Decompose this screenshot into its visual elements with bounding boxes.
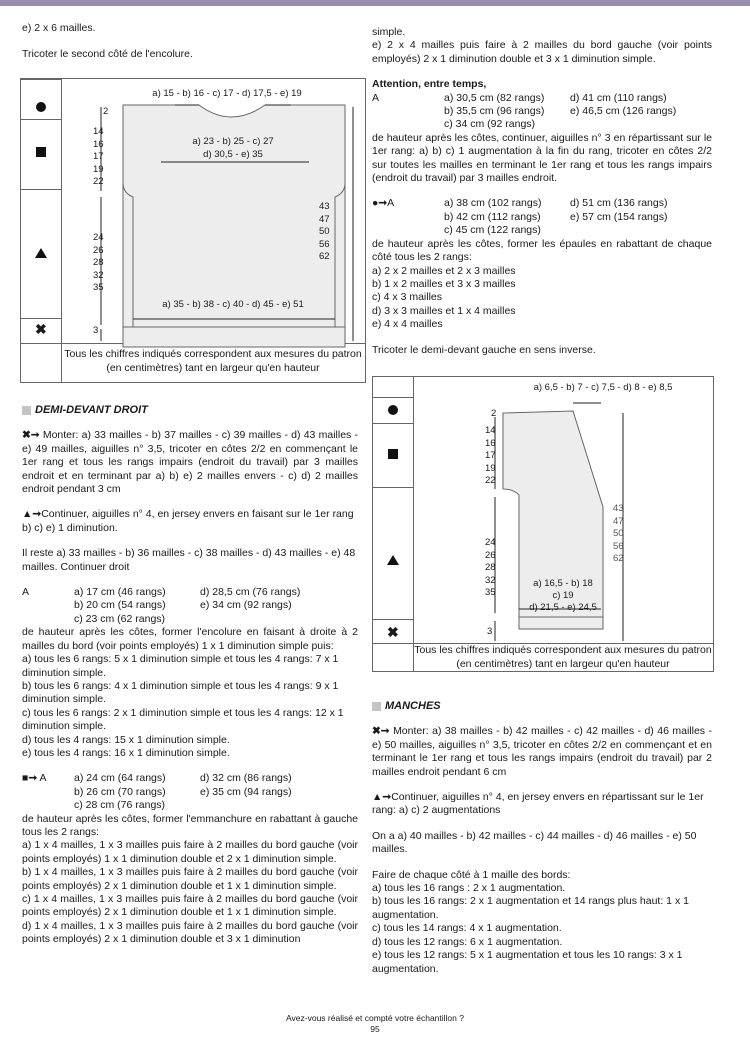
remaining-paragraph: Il reste a) 33 mailles - b) 36 mailles - c) 38 mailles - d) 43 mailles - e) 48 mailles. Continuer droit	[22, 547, 356, 573]
right-heights	[613, 503, 624, 566]
height-number: 16	[485, 437, 496, 449]
collar-measure-1: a) 23 - b) 25 - c) 27	[192, 136, 274, 147]
cast-on-paragraph: a) 38 mailles - b) 42 mailles - c) 42 mailles - d) 46 mailles - e) 50 mailles, aiguilles n° 3,5, tricoter en côtes 2/2 en commençant et en terminant le 1er rang et tous les rangs impairs (endroit du travail) par 2 mailles endroit pendant 6 cm	[372, 725, 712, 778]
height-number: 50	[613, 528, 624, 539]
right-front-section: DEMI-DEVANT DROIT ✖➞ Monter: a) 33 mailles - b) 37 mailles - c) 39 mailles - d) 43 mailles - e) 49 mailles, aiguilles n° 3,5, tricoter en côtes 2/2 en commençant le 1er rang et tous les rangs impairs (endroit du travail) par 3 mailles endroit et en terminant par a) b) e) 2 mailles envers - c) d) 2 mailles endroit pendant 3 cm ▲➞Continuer, aiguilles n° 4, en jersey envers en faisant sur le 1er rang b) c) e) 1 diminution. Il reste a) 33 mailles - b) 36 mailles - c) 38 mailles - d) 43 mailles - e) 48 mailles. Continuer droit A a) 17 cm (46 rangs) d) 28,5 cm (76 rangs) b) 20 cm (54 rangs) e) 34 cm (92 rangs) c) 23 cm (62 rangs) de hauteur après les côtes, former l'encolure en faisant à droite à 2 mailles du bord (voir points employés) 1 x 1 diminution simple puis: a) tous les 6 rangs: 5 x 1 diminution simple et tous les 4 rangs: 7 x 1 diminution simple. b) tous les 6 rangs: 4 x 1 diminution simple et tous les 4 rangs: 9 x 1 diminution simple. c) tous les 6 rangs: 2 x 1 diminution simple et tous les 4 rangs: 12 x 1 diminution simple. d) tous les 4 rangs: 15 x 1 diminution simple. e) tous les 4 rangs: 16 x 1 diminution simple. ■➞ A a) 24 cm (64 rangs) d) 32 cm (86 rangs) b) 26 cm (70 rangs) e) 35 cm (94 rangs) c) 28 cm (76 rangs) de hauteur après les côtes, former l'emmanchure en rabattant à gauche tous les 2 rangs: a) 1 x 4 mailles, 1 x 3 mailles puis faire à 2 mailles du bord gauche (voir points employés) 1 x 1 diminution double et 2 x 1 diminution simple. b) 1 x 4 mailles, 1 x 3 mailles puis faire à 2 mailles du bord gauche (voir points employés) 2 x 1 diminution double et 1 x 1 diminution simple. c) 1 x 4 mailles, 1 x 3 mailles puis faire à 2 mailles du bord gauche (voir points employés) 2 x 1 diminution double et 1 x 1 diminution simple. d) 1 x 4 mailles, 1 x 3 mailles puis faire à 2 mailles du bord gauche (voir points employés) 2 x 1 diminution double et 3 x 1 diminution	[22, 404, 358, 946]
left-front-note: Tricoter le demi-devant gauche en sens inverse.	[372, 343, 596, 356]
height-number: 47	[319, 213, 330, 225]
triangle-icon	[35, 248, 47, 258]
continue-paragraph: Continuer, aiguilles n° 4, en jersey envers en faisant sur le 1er rang b) c) e) 1 diminution.	[22, 508, 354, 534]
list-item: a) tous les 6 rangs: 5 x 1 diminution simple et tous les 4 rangs: 7 x 1 diminution simple.	[22, 653, 339, 679]
intro-line-2: Tricoter le second côté de l'encolure.	[22, 48, 193, 61]
height-number: 14	[485, 425, 496, 436]
measure-table-2: ■➞ A a) 24 cm (64 rangs) d) 32 cm (86 rangs) b) 26 cm (70 rangs) e) 35 cm (94 rangs) c) 28 cm (76 rangs)	[22, 772, 292, 812]
intro-line-1: e) 2 x 6 mailles.	[22, 22, 96, 34]
height-number: 32	[93, 269, 104, 281]
list-item: b) 1 x 4 mailles, 1 x 3 mailles puis faire à 2 mailles du bord gauche (voir points employés) 2 x 1 diminution double et 1 x 1 diminution simple.	[22, 866, 358, 892]
measure-table-4: ●➞A a) 38 cm (102 rangs) d) 51 cm (136 rangs) b) 42 cm (112 rangs) e) 57 cm (154 rangs) c) 45 cm (122 rangs)	[372, 197, 668, 237]
height-number: 62	[613, 553, 624, 564]
shoulder-paragraph: de hauteur après les côtes, former les épaules en rabattant de chaque côté tous les 2 rangs:	[372, 237, 712, 264]
list-item: e) tous les 4 rangs: 16 x 1 diminution simple.	[22, 746, 230, 759]
rib-height: 3	[487, 626, 493, 637]
list-item: d) 1 x 4 mailles, 1 x 3 mailles puis faire à 2 mailles du bord gauche (voir points employés) 2 x 1 diminution double et 3 x 1 diminution	[22, 919, 358, 946]
height-number: 19	[485, 462, 496, 474]
cross-icon: ✖	[387, 624, 399, 640]
height-number: 16	[93, 138, 104, 150]
circle-icon	[36, 102, 46, 112]
height-number: 24	[485, 537, 496, 548]
height-number: 28	[93, 257, 104, 268]
figure-caption: Tous les chiffres indiqués correspondent aux mesures du patron (en centimètres) tant en largeur qu'en hauteur	[64, 348, 362, 374]
back-schematic	[20, 78, 366, 383]
square-icon	[388, 449, 398, 459]
attention-heading: Attention, entre temps,	[372, 78, 487, 91]
armhole-paragraph: de hauteur après les côtes, former l'emmanchure en rabattant à gauche tous les 2 rangs:	[22, 812, 358, 838]
height-number: 28	[485, 562, 496, 573]
continuation-text: simple.	[372, 26, 406, 38]
left-column	[22, 22, 358, 62]
back-pattern-drawing	[21, 79, 365, 382]
height-number: 47	[613, 515, 624, 527]
cross-icon: ✖	[35, 321, 47, 337]
continue-paragraph: Continuer, aiguilles n° 4, en jersey envers en répartissant sur le 1er rang: a) c) 2 augmentations	[372, 791, 704, 817]
front-schematic	[372, 376, 714, 672]
footer-text: Avez-vous réalisé et compté votre échantillon ?	[286, 1013, 464, 1023]
left-heights-1	[485, 425, 496, 488]
height-number: 22	[485, 475, 496, 486]
right-heights	[319, 201, 330, 264]
square-bullet-icon	[372, 702, 381, 711]
neckline-list	[22, 653, 358, 760]
square-bullet-icon	[22, 406, 31, 415]
collar-measure-2: d) 30,5 - e) 35	[203, 149, 263, 160]
height-number: 22	[93, 176, 104, 187]
height-number: 32	[485, 574, 496, 586]
top-small: 2	[491, 408, 497, 419]
list-item: b) 1 x 2 mailles et 3 x 3 mailles	[372, 277, 516, 290]
rib-height: 3	[93, 325, 99, 336]
list-item: c) 1 x 4 mailles, 1 x 3 mailles puis faire à 2 mailles du bord gauche (voir points employés) 2 x 1 diminution double et 1 x 1 diminution simple.	[22, 893, 358, 919]
list-item: d) 3 x 3 mailles et 1 x 4 mailles	[372, 304, 516, 317]
increase-list	[372, 882, 712, 976]
armhole-list	[22, 839, 358, 946]
circle-icon	[388, 405, 398, 415]
list-item: d) tous les 4 rangs: 15 x 1 diminution simple.	[22, 733, 230, 746]
neckline-paragraph: de hauteur après les côtes, former l'encolure en faisant à droite à 2 mailles du bord (voir points employés) 1 x 1 diminution simple puis:	[22, 626, 358, 652]
height-number: 26	[485, 549, 496, 561]
left-heights-1	[93, 126, 104, 189]
height-number: 56	[613, 540, 624, 552]
inner-measure-3: d) 21,5 - e) 24,5	[529, 602, 597, 613]
sleeves-section: MANCHES ✖➞ Monter: a) 38 mailles - b) 42 mailles - c) 42 mailles - d) 46 mailles - e) 50 mailles, aiguilles n° 3,5, tricoter en côtes 2/2 en commençant et en terminant le 1er rang et tous les rangs impairs (endroit du travail) par 2 mailles endroit pendant 6 cm ▲➞Continuer, aiguilles n° 4, en jersey envers en répartissant sur le 1er rang: a) c) 2 augmentations On a a) 40 mailles - b) 42 mailles - c) 44 mailles - d) 46 mailles - e) 50 mailles. Faire de chaque côté à 1 maille des bords: a) tous les 16 rangs : 2 x 1 augmentation. b) tous les 16 rangs: 2 x 1 augmentation et 14 rangs plus haut: 1 x 1 augmentation. c) tous les 14 rangs: 4 x 1 augmentation. d) tous les 12 rangs: 6 x 1 augmentation. e) tous les 12 rangs: 5 x 1 augmentation et tous les 10 rangs: 3 x 1 augmentation.	[372, 700, 712, 975]
height-number: 50	[319, 226, 330, 237]
list-item: a) tous les 16 rangs : 2 x 1 augmentation.	[372, 882, 566, 895]
section-title: DEMI-DEVANT DROIT	[22, 404, 358, 417]
list-item: d) tous les 12 rangs: 6 x 1 augmentation.	[372, 935, 563, 948]
section-title: MANCHES	[372, 700, 712, 713]
list-item: a) 1 x 4 mailles, 1 x 3 mailles puis faire à 2 mailles du bord gauche (voir points employés) 1 x 1 diminution double et 2 x 1 diminution simple.	[22, 839, 358, 865]
height-number: 17	[93, 151, 104, 162]
list-item: c) tous les 14 rangs: 4 x 1 augmentation.	[372, 922, 562, 935]
top-measure: a) 6,5 - b) 7 - c) 7,5 - d) 8 - e) 8,5	[533, 382, 673, 393]
armhole-e-text: e) 2 x 4 mailles puis faire à 2 mailles du bord gauche (voir points employés) 2 x 1 diminution double et 3 x 1 diminution simple.	[372, 39, 712, 65]
list-item: e) 4 x 4 mailles	[372, 318, 443, 331]
shoulder-list	[372, 265, 712, 332]
height-number: 43	[613, 503, 624, 514]
list-item: e) tous les 12 rangs: 5 x 1 augmentation et tous les 10 rangs: 3 x 1 augmentation.	[372, 949, 683, 975]
cast-on-paragraph: a) 33 mailles - b) 37 mailles - c) 39 mailles - d) 43 mailles - e) 49 mailles, aiguilles n° 3,5, tricoter en côtes 2/2 en commençant le 1er rang et tous les rangs impairs (endroit du travail) par 3 mailles endroit et en terminant par a) b) e) 2 mailles envers - c) d) 2 mailles endroit pendant 3 cm	[22, 429, 358, 496]
list-item: a) 2 x 2 mailles et 2 x 3 mailles	[372, 264, 516, 277]
triangle-icon	[387, 555, 399, 565]
height-number: 35	[485, 587, 496, 598]
square-icon	[36, 147, 46, 157]
top-small: 2	[103, 106, 109, 117]
stitch-count-paragraph: On a a) 40 mailles - b) 42 mailles - c) 44 mailles - d) 46 mailles - e) 50 mailles.	[372, 829, 697, 856]
height-number: 26	[93, 244, 104, 256]
height-number: 56	[319, 238, 330, 250]
inner-measure-2: c) 19	[552, 590, 574, 601]
height-number: 43	[319, 201, 330, 212]
right-column	[372, 26, 712, 357]
page-number: 95	[370, 1024, 380, 1034]
figure-caption: Tous les chiffres indiqués correspondent aux mesures du patron (en centimètres) tant en largeur qu'en hauteur	[414, 644, 712, 670]
height-number: 24	[93, 232, 104, 243]
height-number: 35	[93, 282, 104, 293]
left-heights-2	[485, 537, 496, 600]
height-number: 14	[93, 126, 104, 137]
height-number: 62	[319, 251, 330, 262]
front-pattern-drawing	[373, 377, 713, 671]
list-item: c) 4 x 3 mailles	[372, 291, 443, 304]
left-heights-2	[93, 232, 104, 295]
height-number: 19	[93, 163, 104, 175]
list-item: b) tous les 16 rangs: 2 x 1 augmentation et 14 rangs plus haut: 1 x 1 augmentation.	[372, 895, 689, 921]
measure-table-3: A a) 30,5 cm (82 rangs) d) 41 cm (110 rangs) b) 35,5 cm (96 rangs) e) 46,5 cm (126 rangs) c) 34 cm (92 rangs)	[372, 91, 677, 131]
list-item: c) tous les 6 rangs: 2 x 1 diminution simple et tous les 4 rangs: 12 x 1 diminution simple.	[22, 706, 344, 733]
increase-intro: Faire de chaque côté à 1 maille des bords:	[372, 868, 571, 881]
top-measure: a) 15 - b) 16 - c) 17 - d) 17,5 - e) 19	[152, 88, 302, 99]
list-item: b) tous les 6 rangs: 4 x 1 diminution simple et tous les 4 rangs: 9 x 1 diminution simple.	[22, 679, 339, 706]
measure-table-1: A a) 17 cm (46 rangs) d) 28,5 cm (76 rangs) b) 20 cm (54 rangs) e) 34 cm (92 rangs) c) 23 cm (62 rangs)	[22, 586, 301, 625]
ribbing-paragraph: de hauteur après les côtes, continuer, aiguilles n° 3 en répartissant sur le 1er rang: a) b) c) 1 augmentation à la fin du rang, tricoter en côtes 2/2 sur toutes les mailles en terminant le 1er rang et tous les rangs impairs (endroit du travail) par 3 mailles endroit.	[372, 131, 712, 185]
header-bar	[0, 0, 750, 6]
inner-measure-1: a) 16,5 - b) 18	[533, 578, 593, 589]
height-number: 17	[485, 450, 496, 461]
bottom-measure: a) 35 - b) 38 - c) 40 - d) 45 - e) 51	[162, 299, 304, 310]
